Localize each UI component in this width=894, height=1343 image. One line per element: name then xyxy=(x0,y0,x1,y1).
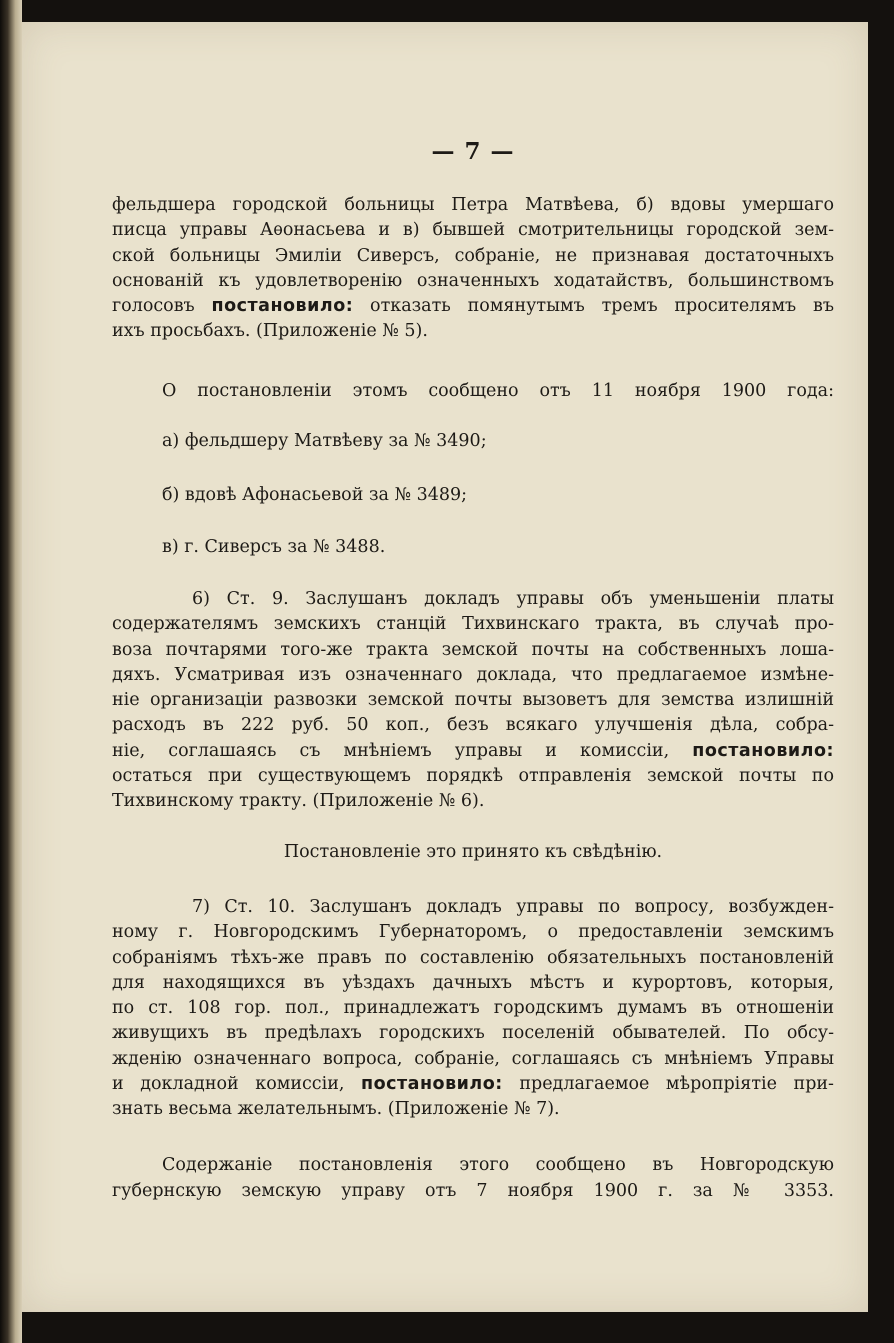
paragraph-item-5-continuation: фельдшера городской больницы Петра Матвѣева, б) вдовы умершаго писца управы Аѳонасьева и в) бывшей смотрительницы городской зем- ской больницы Эмиліи Сиверсъ, собраніе, не признавая достаточныхъ основаній къ удовлетворенію означенныхъ ходатайствъ, большинствомъ голосовъ постановило: отказать помянутымъ тремъ просителямъ въ ихъ просьбахъ. (Приложеніе № 5). xyxy=(112,195,834,342)
paragraph-item-6: 6) Ст. 9. Заслушанъ докладъ управы объ уменьшеніи платы содержателямъ земскихъ станцій Тихвинскаго тракта, въ случаѣ про- воза почтарями того-же тракта земской почты на собственныхъ лоша- дяхъ. Усматривая изъ означеннаго доклада, что предлагаемое измѣне- ніе организаціи развозки земской почты вызоветъ для земства излишній расходъ въ 222 руб. 50 коп., безъ всякаго улучшенія дѣла, собра- ніе, соглашаясь съ мнѣніемъ управы и комиссіи, постановило: остаться при существующемъ порядкѣ отправленія земской почты по Тихвинскому тракту. (Приложеніе № 6). xyxy=(112,589,834,812)
paragraph-item-7: 7) Ст. 10. Заслушанъ докладъ управы по вопросу, возбужден- ному г. Новгородскимъ Губернаторомъ, о предоставленіи земскимъ собраніямъ тѣхъ-же правъ по составленію обязательныхъ постановленій для находящихся въ уѣздахъ дачныхъ мѣстъ и курортовъ, которыя, по ст. 108 гор. пол., принадлежатъ городскимъ думамъ въ отношеніи живущихъ въ предѣлахъ городскихъ поселеній обывателей. По обсу- жденію означеннаго вопроса, собраніе, соглашаясь съ мнѣніемъ Управы и докладной комиссіи, постановило: предлагаемое мѣропріятіе при- знать весьма желательнымъ. (Приложеніе № 7). xyxy=(112,897,834,1120)
notice-3: Содержаніе постановленія этого сообщено въ Новгородскую xyxy=(162,1155,834,1175)
notice-3-line-2: губернскую земскую управу отъ 7 ноября 1900 г. за № 3353. xyxy=(112,1181,834,1201)
resolution-keyword: постановило: xyxy=(361,1074,503,1095)
list-item: в) г. Сиверсъ за № 3488. xyxy=(162,537,386,557)
document-page xyxy=(22,22,868,1312)
list-item: б) вдовѣ Афонасьевой за № 3489; xyxy=(162,485,468,505)
notice-1: О постановленіи этомъ сообщено отъ 11 ноября 1900 года: xyxy=(162,381,834,401)
resolution-keyword: постановило: xyxy=(211,296,354,317)
list-item: а) фельдшеру Матвѣеву за № 3490; xyxy=(162,431,487,451)
book-binding xyxy=(0,0,22,1343)
resolution-keyword: постановило: xyxy=(692,740,834,761)
notice-2: Постановленіе это принято къ свѣдѣнію. xyxy=(283,842,663,862)
page-number: — 7 — xyxy=(431,138,515,165)
